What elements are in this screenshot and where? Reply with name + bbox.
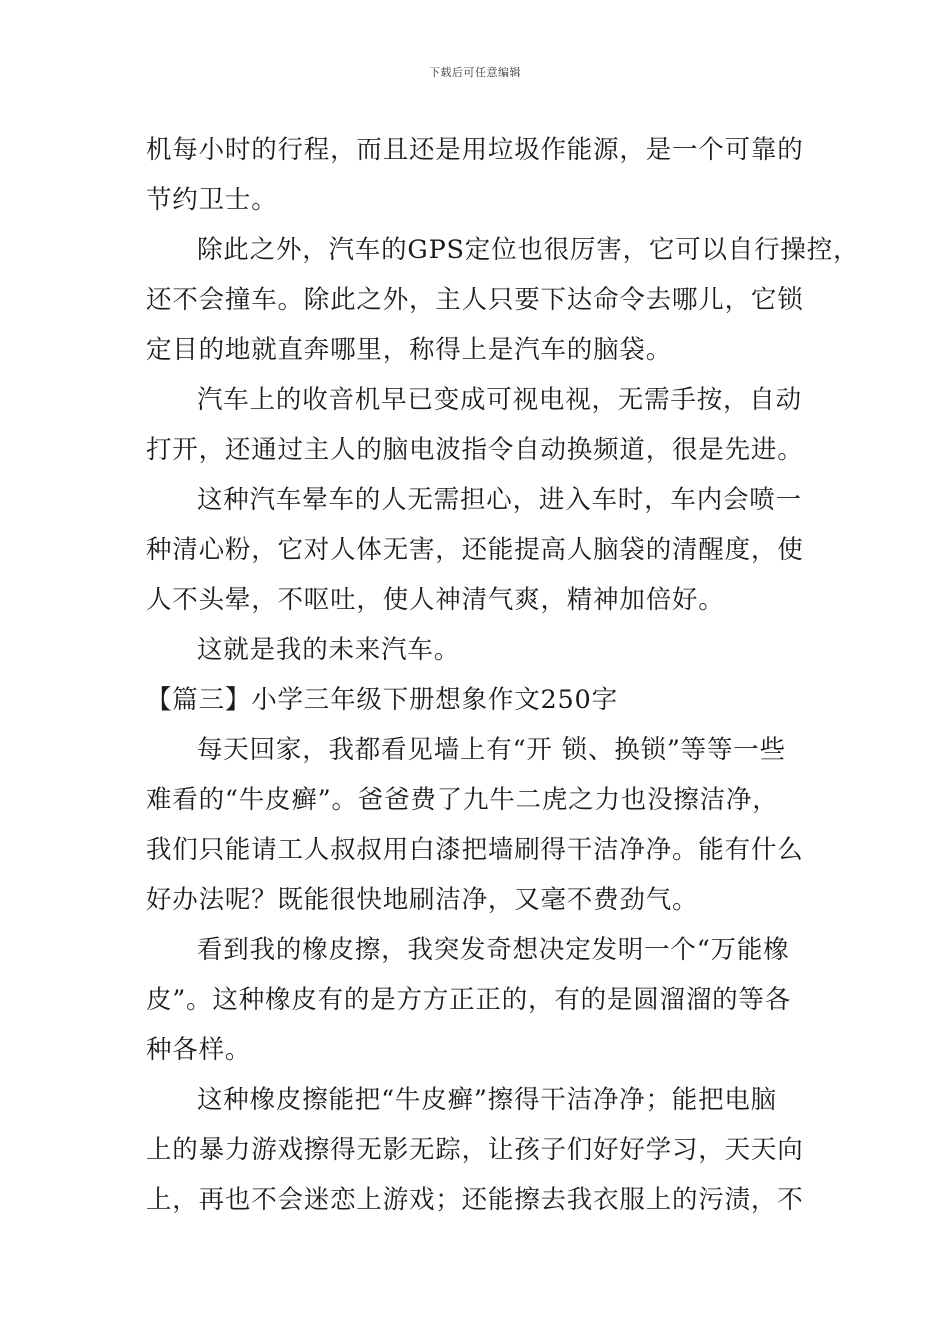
text-line-13: 每天回家，我都看见墙上有“开 锁、换锁”等等一些 [197, 735, 786, 765]
text-line-8: 这种汽车晕车的人无需担心，进入车时，车内会喷一 [197, 485, 802, 515]
text-line-10: 人不头晕，不呕吐，使人神清气爽，精神加倍好。 [146, 585, 725, 615]
text-line-17: 看到我的橡皮擦，我突发奇想决定发明一个“万能橡 [197, 935, 790, 965]
text-line-22: 上，再也不会迷恋上游戏；还能擦去我衣服上的污渍，不 [146, 1185, 804, 1215]
text-line-9: 种清心粉，它对人体无害，还能提高人脑袋的清醒度，使 [146, 535, 804, 565]
text-line-16: 好办法呢？既能很快地刷洁净，又毫不费劲气。 [146, 885, 699, 915]
text-line-2: 节约卫士。 [146, 185, 278, 215]
text-line-11: 这就是我的未来汽车。 [197, 635, 461, 665]
text-line-3: 除此之外，汽车的GPS定位也很厉害，它可以自行操控， [197, 235, 860, 265]
text-line-1: 机每小时的行程，而且还是用垃圾作能源，是一个可靠的 [146, 135, 804, 165]
text-line-19: 种各样。 [146, 1035, 252, 1065]
text-line-7: 打开，还通过主人的脑电波指令自动换频道，很是先进。 [146, 435, 804, 465]
text-line-21: 上的暴力游戏擦得无影无踪，让孩子们好好学习，天天向 [146, 1135, 804, 1165]
text-line-15: 我们只能请工人叔叔用白漆把墙刷得干洁净净。能有什么 [146, 835, 804, 865]
text-line-18: 皮”。这种橡皮有的是方方正正的，有的是圆溜溜的等各 [146, 985, 792, 1015]
text-line-14: 难看的“牛皮癣”。爸爸费了九牛二虎之力也没擦洁净， [146, 785, 779, 815]
section-heading: 【篇三】小学三年级下册想象作文250字 [146, 685, 618, 715]
text-line-20: 这种橡皮擦能把“牛皮癣”擦得干洁净净；能把电脑 [197, 1085, 777, 1115]
text-line-6: 汽车上的收音机早已变成可视电视，无需手按，自动 [197, 385, 802, 415]
page-header: 下载后可任意编辑 [429, 66, 521, 79]
text-line-4: 还不会撞车。除此之外，主人只要下达命令去哪儿，它锁 [146, 285, 804, 315]
text-line-5: 定目的地就直奔哪里，称得上是汽车的脑袋。 [146, 335, 673, 365]
document-body [146, 125, 860, 1225]
